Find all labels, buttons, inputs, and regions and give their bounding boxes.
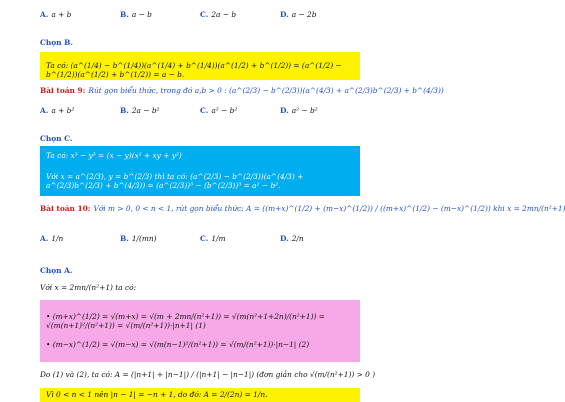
- solution-text: Ta có: (a^(1/4) − b^(1/4))(a^(1/4) + b^(1/4))(a^(1/2) + b^(1/2)) = (a^(1/2) − b^(1/2))(a^(1/2) + b^(1/2)) = a − b.: [46, 61, 342, 79]
- option-b: B. 2a − b²: [120, 106, 160, 115]
- solution-box-10: [40, 300, 360, 362]
- problem-9-body: Rút gọn biểu thức, trong đó a,b > 0 : (a^(2/3) − b^(2/3))(a^(4/3) + a^(2/3)b^(2/3) + b^(4/3)): [88, 86, 444, 95]
- option-a: A. a + b: [40, 10, 72, 19]
- option-a: A. a + b²: [40, 106, 75, 115]
- final-answer-box: [40, 388, 360, 402]
- option-b: B. a − b: [120, 10, 152, 19]
- problem-9-title: Bài toán 9:: [40, 86, 86, 95]
- solution-10-line-1: • (m+x)^(1/2) = √(m+x) = √(m + 2mn/(n²+1)) = √(m(n²+1+2n)/(n²+1)) = √(m(n+1)²/(n²+1)) = √(m/(n²+1))·|n+1| (1): [46, 312, 325, 330]
- solution-10-intro: Với x = 2mn/(n²+1) ta có:: [40, 283, 137, 292]
- problem-10-body: Với m > 0, 0 < n < 1, rút gọn biểu thức: A = ((m+x)^(1/2) + (m−x)^(1/2)) / ((m+x)^(1/2) − (m−x)^(1/2)) khi x = 2mn/(n²+1): [93, 204, 565, 213]
- option-d: D. 2/n: [280, 234, 304, 243]
- prev-options: [40, 10, 360, 19]
- problem-10-title: Bài toán 10:: [40, 204, 91, 213]
- p10-options: [40, 234, 360, 243]
- solution-box-prev: [40, 52, 360, 80]
- solution-9-line-1: Ta có: x³ − y³ = (x − y)(x² + xy + y²): [46, 151, 182, 160]
- solution-9-line-2: Với x = a^(2/3), y = b^(2/3) thì ta có: (a^(2/3) − b^(2/3))(a^(4/3) + a^(2/3)b^(2/3) + b^(4/3)) = (a^(2/3))³ − (b^(2/3))³ = a² − b².: [46, 172, 304, 190]
- problem-9: [40, 86, 444, 95]
- option-d: D. a − 2b: [280, 10, 317, 19]
- final-answer-text: Vì 0 < n < 1 nên |n − 1| = −n + 1, do đó: A = 2/(2n) = 1/n.: [46, 390, 268, 399]
- option-b: B. 1/(mn): [120, 234, 157, 243]
- answer-label: Chọn B.: [40, 38, 73, 47]
- option-c: C. a² − b²: [200, 106, 238, 115]
- solution-10-line-2: • (m−x)^(1/2) = √(m−x) = √(m(n−1)²/(n²+1)) = √(m/(n²+1))·|n−1| (2): [46, 340, 310, 349]
- option-c: C. 1/m: [200, 234, 226, 243]
- answer-label: Chọn A.: [40, 266, 73, 275]
- answer-label: Chọn C.: [40, 134, 73, 143]
- solution-10-do-line: Do (1) và (2), ta có: A = (|n+1| + |n−1|) / (|n+1| − |n−1|) (đơn giản cho √(m/(n²+1)) > 0 ): [40, 370, 376, 379]
- p9-options: [40, 106, 360, 115]
- option-c: C. 2a − b: [200, 10, 237, 19]
- problem-10: [40, 204, 565, 213]
- solution-box-9: [40, 146, 360, 196]
- option-a: A. 1/n: [40, 234, 64, 243]
- option-d: D. a² − b²: [280, 106, 318, 115]
